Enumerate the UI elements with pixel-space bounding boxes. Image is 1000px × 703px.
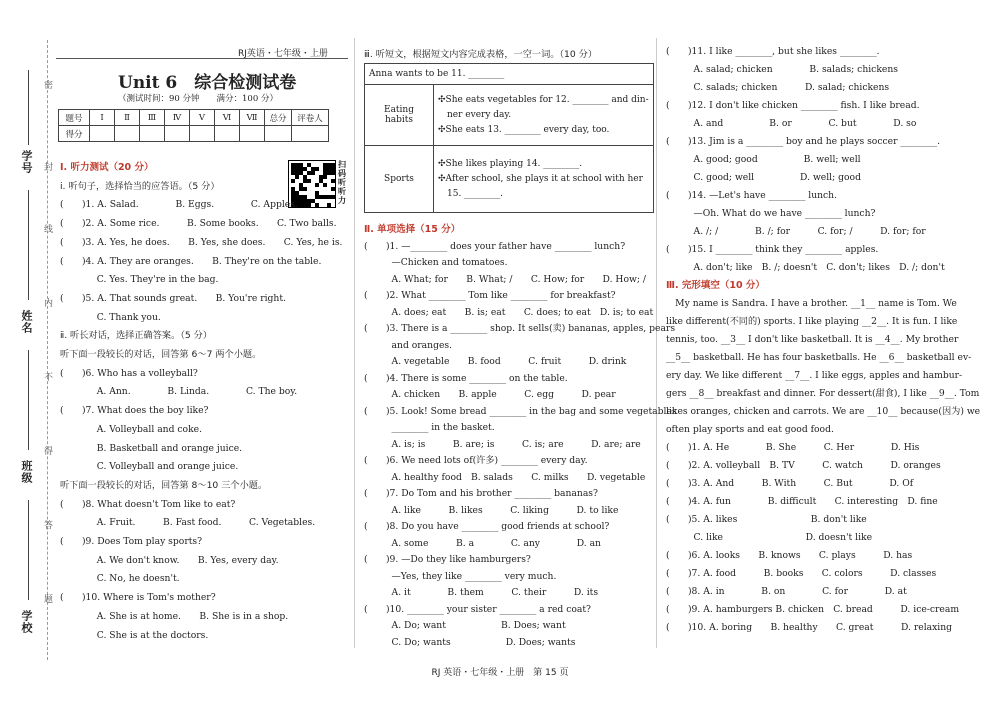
score-cell[interactable] xyxy=(115,126,140,142)
question-item[interactable]: ( )3. There is a ________ shop. It sells(卖) bananas, apples, pears xyxy=(364,323,676,334)
question-item[interactable]: ( )10. Where is Tom's mother? xyxy=(60,592,216,604)
qr-module xyxy=(315,183,319,187)
test-meta: （测试时间：90 分钟 满分：100 分） xyxy=(118,94,278,104)
question-line: like different(不同的) sports. I like playing __2__. It is fun. I like xyxy=(666,316,958,327)
question-item[interactable]: ( )2. A. volleyball B. TV C. watch D. oranges xyxy=(666,460,941,471)
question-item[interactable]: ( )4. There is some ________ on the table. xyxy=(364,372,568,384)
passage-table-heading: ⅲ. 听短文，根据短文内容完成表格，一空一词。（10 分） xyxy=(364,49,598,60)
question-line: tennis, too. __3__ I don't like basketball. It is __4__. My brother xyxy=(666,334,959,345)
question-item[interactable]: ( )7. Do Tom and his brother ________ bananas? xyxy=(364,488,598,499)
question-line: A. it B. them C. their D. its xyxy=(364,587,599,598)
question-item[interactable]: ( )9. A. hamburgers B. chicken C. bread D. ice-cream xyxy=(666,604,960,615)
name-label: 姓名 xyxy=(20,310,33,334)
score-cell[interactable] xyxy=(292,126,329,142)
question-line: A. does; eat B. is; eat C. does; to eat D. is; to eat xyxy=(364,306,654,318)
question-line: —Yes, they like ________ very much. xyxy=(364,570,557,582)
question-item[interactable]: ( )2. A. Some rice. B. Some books. C. Two balls. xyxy=(60,218,337,230)
class-blank[interactable] xyxy=(28,350,29,450)
score-header-cell: 题号 xyxy=(59,110,90,126)
question-line: and oranges. xyxy=(364,339,453,351)
seal-char: 不 xyxy=(44,373,54,383)
qr-module xyxy=(303,187,307,191)
question-item[interactable]: ( )15. I ________ think they ________ apples. xyxy=(666,244,879,255)
question-line: likes oranges, chicken and carrots. We are __10__ because(因为) we xyxy=(666,406,981,417)
question-line: A. and B. or C. but D. so xyxy=(666,118,917,129)
question-item[interactable]: ( )8. What doesn't Tom like to eat? xyxy=(60,498,236,510)
question-line: __5__ basketball. He has four basketballs. He __6__ basketball ev- xyxy=(666,352,972,363)
question-item[interactable]: ( )3. A. And B. With C. But D. Of xyxy=(666,478,914,489)
question-item[interactable]: ( )8. A. in B. on C. for D. at xyxy=(666,586,907,597)
question-item[interactable]: ( )10. A. boring B. healthy C. great D. relaxing xyxy=(666,622,953,633)
question-item[interactable]: ( )4. A. They are oranges. B. They're on the table. xyxy=(60,255,322,267)
question-line: A. don't; like B. /; doesn't C. don't; likes D. /; don't xyxy=(666,262,945,273)
fill-row-goal[interactable]: Anna wants to be 11. ________ xyxy=(365,64,654,85)
qr-module xyxy=(331,179,335,183)
question-item[interactable]: ( )13. Jim is a ________ boy and he plays soccer ________. xyxy=(666,136,941,147)
question-item[interactable]: ( )1. A. Salad. B. Eggs. C. Apples. xyxy=(60,199,298,211)
question-item[interactable]: ( )6. A. looks B. knows C. plays D. has xyxy=(666,550,913,561)
column-divider xyxy=(354,38,355,648)
seal-char: 答 xyxy=(44,521,54,531)
question-item[interactable]: ( )9. Does Tom play sports? xyxy=(60,536,203,547)
seal-char: 封 xyxy=(44,163,54,173)
question-line: B. Basketball and orange juice. xyxy=(60,442,243,454)
question-line: A. /; / B. /; for C. for; / D. for; for xyxy=(666,226,926,237)
question-item[interactable]: ( )5. A. likes B. don't like xyxy=(666,514,867,525)
question-line: ery day. We like different __7__. I like eggs, apples and hambur- xyxy=(666,370,963,381)
fill-line[interactable]: ✣She eats 13. ________ every day, too. xyxy=(438,124,610,135)
question-line: gers __8__ breakfast and dinner. For dessert(甜食), I like __9__. Tom xyxy=(666,388,980,399)
question-item[interactable]: ( )2. What ________ Tom like ________ for breakfast? xyxy=(364,290,616,301)
question-line: A. is; is B. are; is C. is; are D. are; are xyxy=(364,438,641,450)
question-line: A. salad; chicken B. salads; chickens xyxy=(666,64,898,75)
seal-char: 题 xyxy=(44,595,54,605)
question-line: A. What; for B. What; / C. How; for D. How; / xyxy=(364,273,646,285)
qr-module xyxy=(291,179,295,183)
seal-char: 密 xyxy=(44,81,54,91)
column-divider xyxy=(656,38,657,648)
seal-char: 线 xyxy=(44,225,54,235)
student-id-blank[interactable] xyxy=(28,70,29,145)
question-line: C. Thank you. xyxy=(60,311,161,323)
qr-module xyxy=(307,203,311,207)
question-item[interactable]: ( )6. Who has a volleyball? xyxy=(60,367,198,379)
fill-line: ✣After school, she plays it at school with her xyxy=(438,173,643,184)
question-line: C. salads; chicken D. salad; chickens xyxy=(666,82,890,93)
question-item[interactable]: ( )8. Do you have ________ good friends at school? xyxy=(364,521,610,532)
question-line: A. vegetable B. food C. fruit D. drink xyxy=(364,356,627,367)
question-line: —Oh. What do we have ________ lunch? xyxy=(666,208,876,219)
question-line: My name is Sandra. I have a brother. __1__ name is Tom. We xyxy=(666,298,957,309)
question-line: C. Yes. They're in the bag. xyxy=(60,274,219,286)
question-item[interactable]: ( )1. —________ does your father have ________ lunch? xyxy=(364,240,626,252)
score-cell[interactable] xyxy=(190,126,215,142)
fill-line: ner every day. xyxy=(447,109,512,120)
score-header-cell: 总分 xyxy=(265,110,292,126)
qr-module xyxy=(311,171,315,175)
question-line: ________ in the basket. xyxy=(364,422,495,433)
qr-module xyxy=(331,195,335,199)
seal-char: 内 xyxy=(44,299,54,309)
question-item[interactable]: ( )10. ________ your sister ________ a red coat? xyxy=(364,603,591,615)
question-item[interactable]: ( )1. A. He B. She C. Her D. His xyxy=(666,442,920,453)
qr-label: 扫码听听力 xyxy=(338,160,346,205)
question-line: A. healthy food B. salads C. milks D. vegetable xyxy=(364,471,646,483)
qr-module xyxy=(295,175,299,179)
score-cell[interactable] xyxy=(215,126,240,142)
score-header-cell: Ⅲ xyxy=(140,110,165,126)
eating-habits-label: Eating habits xyxy=(365,85,434,146)
student-id-label: 学号 xyxy=(20,150,33,174)
question-item[interactable]: ( )6. We need lots of(许多) ________ every day. xyxy=(364,455,588,466)
section-heading: Ⅲ. 完形填空（10 分） xyxy=(666,280,765,291)
score-header-cell: Ⅴ xyxy=(190,110,215,126)
qr-module xyxy=(307,179,311,183)
question-item[interactable]: ( )7. A. food B. books C. colors D. classes xyxy=(666,568,937,579)
fill-line[interactable]: ✣She likes playing 14. ________. xyxy=(438,158,583,169)
question-line: A. Do; want B. Does; want xyxy=(364,620,566,631)
score-header-cell: Ⅱ xyxy=(115,110,140,126)
score-cell[interactable] xyxy=(140,126,165,142)
question-line: A. Volleyball and coke. xyxy=(60,423,203,435)
score-row-label: 得分 xyxy=(59,126,90,142)
question-item[interactable]: ( )9. —Do they like hamburgers? xyxy=(364,554,531,565)
question-item[interactable]: ( )7. What does the boy like? xyxy=(60,405,209,417)
question-line: A. Ann. B. Linda. C. The boy. xyxy=(60,386,298,398)
qr-module xyxy=(323,175,327,179)
name-blank[interactable] xyxy=(28,190,29,300)
question-line: A. We don't know. B. Yes, every day. xyxy=(60,554,279,566)
binding-line xyxy=(47,40,48,660)
score-header-cell: 评卷人 xyxy=(292,110,329,126)
sub-heading: ⅰ. 听句子，选择恰当的应答语。（5 分） xyxy=(60,180,220,192)
section-heading: Ⅱ. 单项选择（15 分） xyxy=(364,224,461,235)
score-table xyxy=(58,109,329,142)
qr-module xyxy=(323,183,327,187)
score-cell[interactable] xyxy=(165,126,190,142)
score-header-cell: Ⅰ xyxy=(90,110,115,126)
question-line: C. good; well D. well; good xyxy=(666,172,861,183)
score-header-cell: Ⅶ xyxy=(240,110,265,126)
question-line: C. She is at the doctors. xyxy=(60,629,209,641)
question-line: C. like D. doesn't like xyxy=(666,532,873,543)
question-item[interactable]: ( )12. I don't like chicken ________ fish. I like bread. xyxy=(666,100,920,111)
score-cell[interactable] xyxy=(90,126,115,142)
question-line: often play sports and eat good food. xyxy=(666,424,834,435)
question-line: —Chicken and tomatoes. xyxy=(364,257,508,268)
question-line: A. She is at home. B. She is in a shop. xyxy=(60,610,289,622)
qr-module xyxy=(331,187,335,191)
school-label: 学校 xyxy=(20,610,33,634)
school-blank[interactable] xyxy=(28,500,29,600)
page-footer: RJ 英语・七年级・上册 第 15 页 xyxy=(431,668,569,678)
qr-module xyxy=(327,203,331,207)
question-item[interactable]: ( )5. A. That sounds great. B. You're right. xyxy=(60,292,286,304)
question-line: A. good; good B. well; well xyxy=(666,154,861,165)
question-item[interactable]: ( )11. I like ________, but she likes ________. xyxy=(666,46,880,57)
score-header-cell: Ⅵ xyxy=(215,110,240,126)
fill-line[interactable]: 15. ________. xyxy=(447,188,504,199)
fill-line[interactable]: ✣She eats vegetables for 12. ________ and din- xyxy=(438,94,649,105)
qr-module xyxy=(315,203,319,207)
seal-char: 得 xyxy=(44,447,54,457)
question-item[interactable]: ( )3. A. Yes, he does. B. Yes, she does. C. Yes, he is. xyxy=(60,236,343,248)
sub-heading: ⅱ. 听长对话，选择正确答案。（5 分） xyxy=(60,330,213,342)
class-label: 班级 xyxy=(20,460,33,484)
question-line: A. chicken B. apple C. egg D. pear xyxy=(364,389,616,400)
book-header: RJ英语・七年级・上册 xyxy=(238,49,328,59)
sub-heading: 听下面一段较长的对话，回答第 6～7 两个小题。 xyxy=(60,349,262,360)
question-line: C. No, he doesn't. xyxy=(60,573,180,585)
question-item[interactable]: ( )5. Look! Some bread ________ in the bag and some vegetables xyxy=(364,405,677,417)
question-line: C. Volleyball and orange juice. xyxy=(60,461,239,473)
question-line: A. some B. a C. any D. an xyxy=(364,537,601,549)
score-cell[interactable] xyxy=(265,126,292,142)
header-rule xyxy=(56,58,348,59)
fill-table xyxy=(364,63,654,213)
sports-label: Sports xyxy=(365,146,434,213)
question-line: A. Fruit. B. Fast food. C. Vegetables. xyxy=(60,517,316,529)
page-title: Unit 6 综合检测试卷 xyxy=(118,73,297,93)
qr-module xyxy=(331,171,335,175)
score-header-cell: Ⅳ xyxy=(165,110,190,126)
qr-module xyxy=(315,167,319,171)
question-line: A. like B. likes C. liking D. to like xyxy=(364,504,619,516)
question-item[interactable]: ( )14. —Let's have ________ lunch. xyxy=(666,190,838,201)
score-cell[interactable] xyxy=(240,126,265,142)
question-item[interactable]: ( )4. A. fun B. difficult C. interesting D. fine xyxy=(666,496,938,507)
section-heading: Ⅰ. 听力测试（20 分） xyxy=(60,162,154,173)
question-line: C. Do; wants D. Does; wants xyxy=(364,636,576,648)
sub-heading: 听下面一段较长的对话，回答第 8～10 三个小题。 xyxy=(60,479,268,491)
